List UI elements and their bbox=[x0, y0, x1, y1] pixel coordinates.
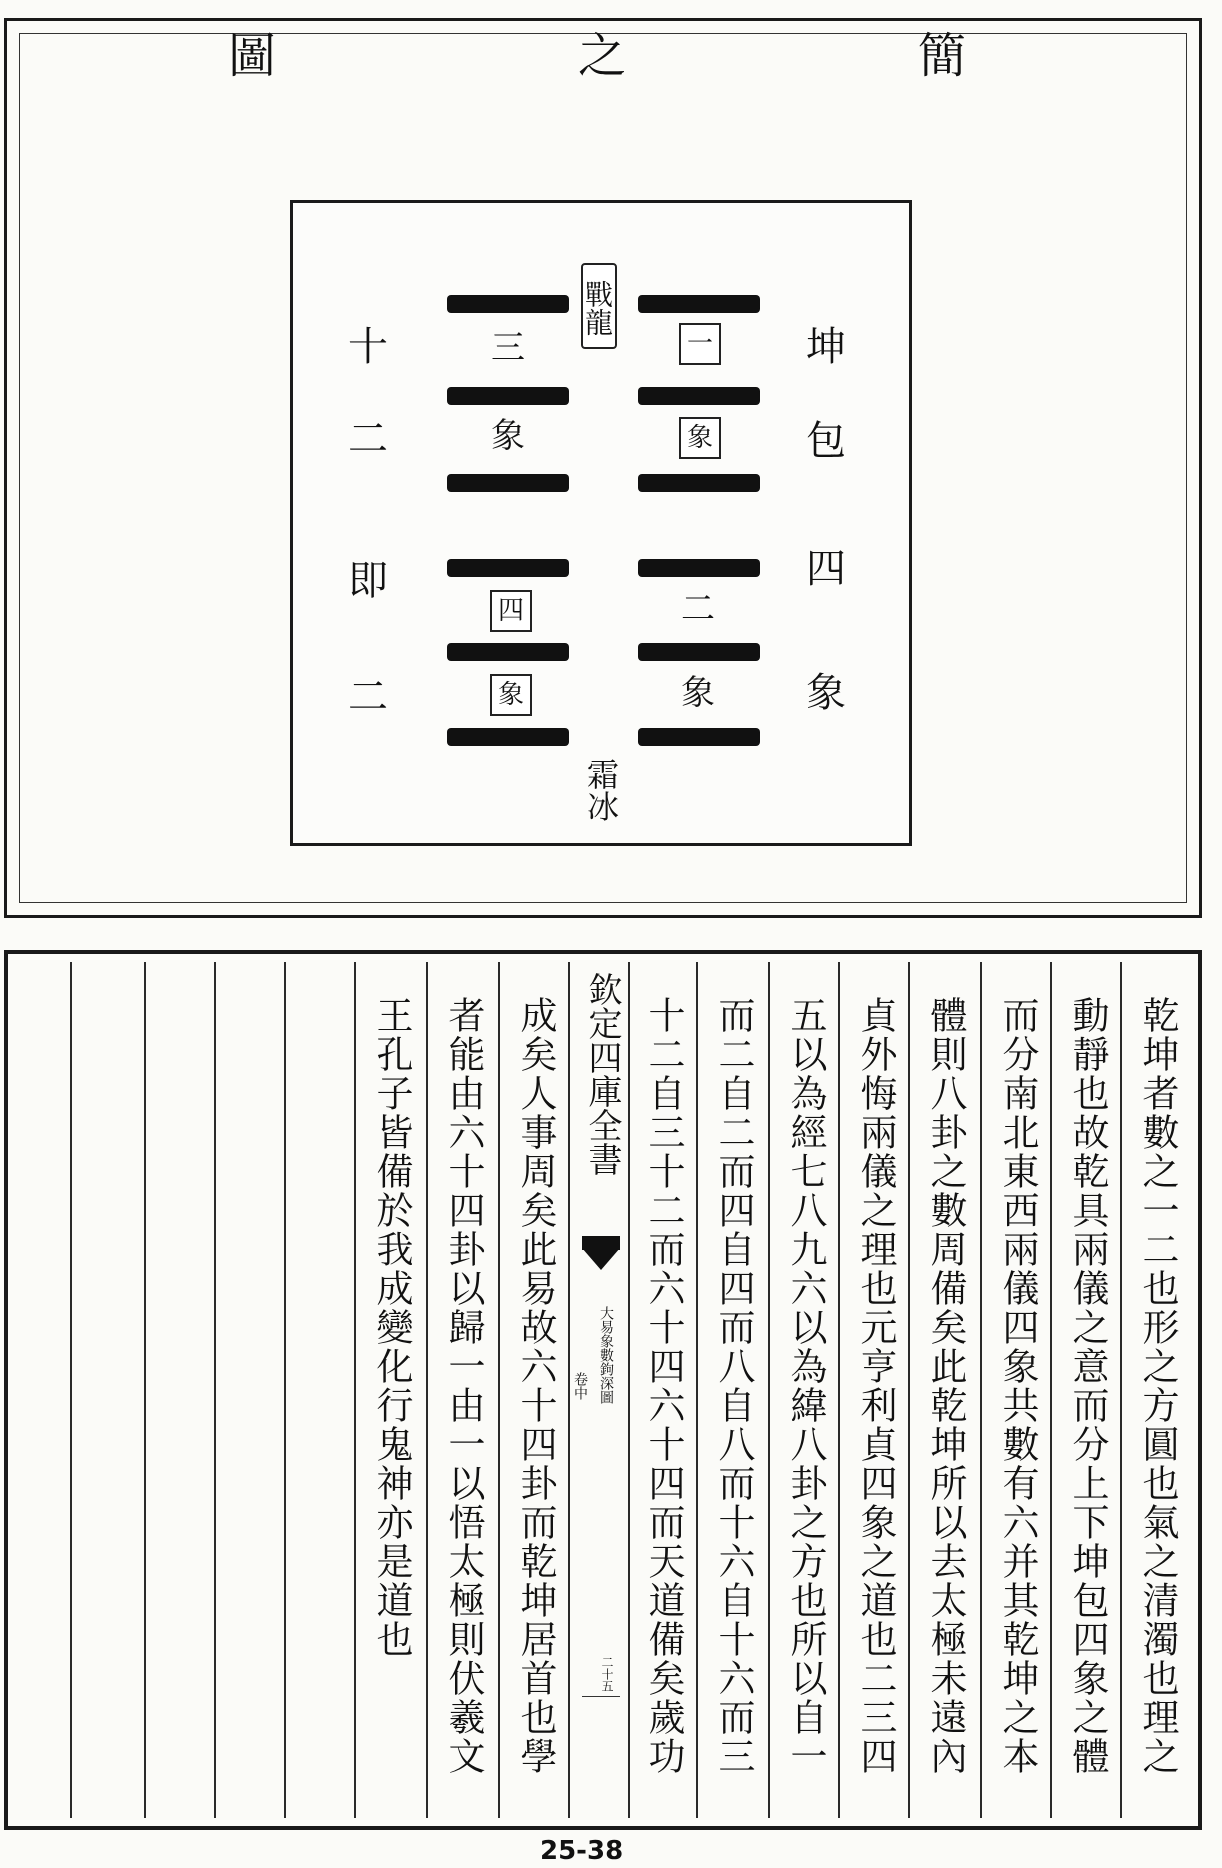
left-boxed-si: 四 bbox=[490, 590, 532, 632]
hexagram-diagram bbox=[290, 200, 912, 846]
title-char-jian: 簡 bbox=[918, 28, 967, 84]
column-rule bbox=[354, 962, 356, 1818]
banxin-title: 欽定四庫全書 bbox=[582, 972, 622, 1176]
column-rule bbox=[284, 962, 286, 1818]
right-label-er: 二 bbox=[681, 589, 715, 629]
text-column-11: 王孔子皆備於我成變化行鬼神亦是道也 bbox=[370, 996, 413, 1659]
column-rule bbox=[838, 962, 840, 1818]
left-column-char-1: 十 bbox=[348, 324, 388, 370]
page-number: 25-38 bbox=[540, 1836, 624, 1866]
text-column-4: 體則八卦之數周備矣此乾坤所以去太極未遠內 bbox=[924, 996, 967, 1776]
text-column-5: 貞外悔兩儀之理也元亨利貞四象之道也二三四 bbox=[854, 996, 897, 1776]
right-boxed-yi: 一 bbox=[679, 323, 721, 365]
right-bar-1 bbox=[638, 295, 760, 313]
shuangbing-label: 霜冰 bbox=[582, 758, 620, 822]
fish-tail-mark bbox=[582, 1236, 620, 1276]
left-boxed-xiang: 象 bbox=[490, 674, 532, 716]
right-bar-5 bbox=[638, 643, 760, 661]
left-bar-3 bbox=[447, 474, 569, 492]
column-rule bbox=[1120, 962, 1122, 1818]
text-column-6: 五以為經七八九六以為緯八卦之方也所以自一 bbox=[784, 996, 827, 1776]
banxin-book-title: 大易象數鉤深圖 bbox=[598, 1306, 614, 1404]
right-bar-3 bbox=[638, 474, 760, 492]
column-rule bbox=[214, 962, 216, 1818]
banxin-divider bbox=[582, 1696, 620, 1697]
left-bar-1 bbox=[447, 295, 569, 313]
text-column-10: 者能由六十四卦以歸一由一以悟太極則伏羲文 bbox=[442, 996, 485, 1776]
column-rule bbox=[908, 962, 910, 1818]
right-bar-6 bbox=[638, 728, 760, 746]
left-bar-5 bbox=[447, 643, 569, 661]
column-rule bbox=[768, 962, 770, 1818]
text-column-9: 成矣人事周矣此易故六十四卦而乾坤居首也學 bbox=[514, 996, 557, 1776]
right-boxed-xiang: 象 bbox=[679, 417, 721, 459]
column-rule bbox=[144, 962, 146, 1818]
left-bar-4 bbox=[447, 559, 569, 577]
title-char-zhi: 之 bbox=[578, 28, 627, 84]
left-column-char-3: 即 bbox=[348, 558, 388, 604]
text-column-7: 而二自二而四自四而八自八而十六自十六而三 bbox=[712, 996, 755, 1776]
right-column-char-3: 四 bbox=[806, 546, 846, 592]
column-rule bbox=[980, 962, 982, 1818]
right-column-char-4: 象 bbox=[806, 670, 846, 716]
right-column-char-2: 包 bbox=[806, 418, 846, 464]
column-rule bbox=[628, 962, 630, 1818]
column-rule bbox=[498, 962, 500, 1818]
column-rule bbox=[568, 962, 570, 1818]
banxin-column bbox=[572, 966, 624, 1818]
column-rule bbox=[426, 962, 428, 1818]
left-bar-2 bbox=[447, 387, 569, 405]
left-column-char-2: 二 bbox=[348, 416, 388, 462]
text-panel bbox=[4, 950, 1202, 1830]
right-bar-4 bbox=[638, 559, 760, 577]
right-column-char-1: 坤 bbox=[806, 324, 846, 370]
banxin-leaf-number: 二十五 bbox=[600, 1656, 614, 1692]
column-rule bbox=[696, 962, 698, 1818]
text-column-2: 動靜也故乾具兩儀之意而分上下坤包四象之體 bbox=[1066, 996, 1109, 1776]
left-label-san: 三 bbox=[491, 328, 525, 368]
left-column-char-4: 二 bbox=[348, 674, 388, 720]
text-column-8: 十二自三十二而六十四六十四而天道備矣歲功 bbox=[642, 996, 685, 1776]
banxin-volume: 卷中 bbox=[572, 1372, 588, 1400]
right-bar-2 bbox=[638, 387, 760, 405]
right-label-xiang: 象 bbox=[681, 673, 715, 713]
left-label-xiang: 象 bbox=[491, 416, 525, 456]
column-rule bbox=[1050, 962, 1052, 1818]
column-rule bbox=[70, 962, 72, 1818]
left-bar-6 bbox=[447, 728, 569, 746]
title-char-tu: 圖 bbox=[228, 28, 277, 84]
text-column-1: 乾坤者數之一二也形之方圓也氣之清濁也理之 bbox=[1136, 996, 1179, 1776]
text-column-3: 而分南北東西兩儀四象共數有六并其乾坤之本 bbox=[996, 996, 1039, 1776]
zhanlong-label: 戰龍 bbox=[581, 263, 617, 349]
